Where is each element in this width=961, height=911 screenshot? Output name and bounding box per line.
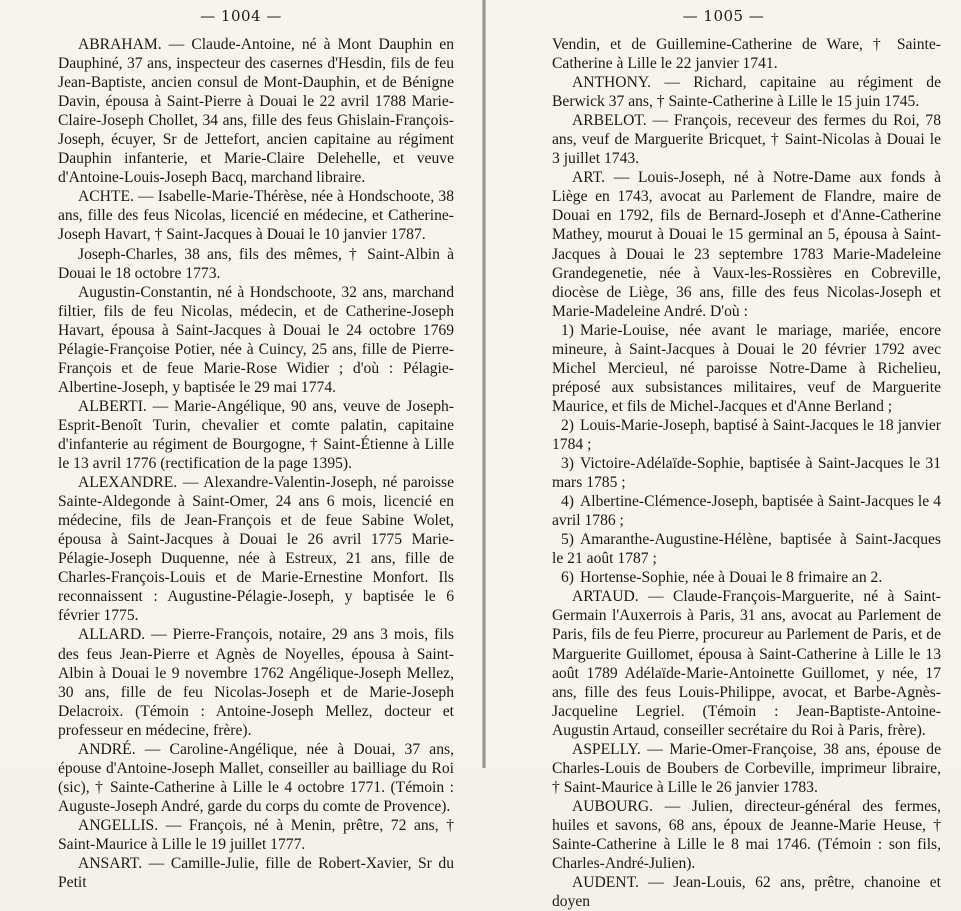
right-page-text <box>486 29 961 911</box>
page-number-left: — 1004 — <box>200 7 282 25</box>
child-item: 4) Albertine-Clémence-Joseph, baptisée à Saint-Jacques le 4 avril 1786 ; <box>552 493 941 530</box>
child-item: 3) Victoire-Adélaïde-Sophie, baptisée à Saint-Jacques le 31 mars 1785 ; <box>552 455 941 492</box>
entry-achte-joseph-charles: Joseph-Charles, 38 ans, fils des mêmes, † Saint-Albin à Douai le 18 octobre 1773. <box>58 245 454 282</box>
child-item: 1) Marie-Louise, née avant le mariage, mariée, encore mineure, à Saint-Jacques à Douai le 20 février 1792 avec Michel Mercieul, né paroisse Notre-Dame à Richelieu, préposé aux subsistances militaires, veuf de Marguerite Maurice, et fils de Michel-Jacques et d'Anne Berland ; <box>552 321 941 415</box>
entry-art: ART. — Louis-Joseph, né à Notre-Dame aux fonds à Liège en 1743, avocat au Parlement de Flandre, maire de Douai en 1792, fils de Bernard-Joseph et d'Anne-Catherine Mathey, mourut à Douai le 15 germinal an 5, épousa à Saint-Jacques à Douai le 23 septembre 1783 Marie-Madeleine Grandegenetie, née à Vaux-les-Rossières en Cobreville, diocèse de Liège, 36 ans, fille des feus Nicolas-Joseph et Marie-Madeleine André. D'où : <box>552 169 941 320</box>
entry-alexandre: ALEXANDRE. — Alexandre-Valentin-Joseph, né paroisse Sainte-Aldegonde à Saint-Omer, 24 ans 6 mois, licencié en médecine, fils de Jean-François et de feue Sabine Wolet, épousa à Saint-Jacques à Douai le 26 avril 1775 Marie-Pélagie-Joseph Duquenne, née à Estreux, 21 ans, fille de Charles-François-Louis et de Marie-Ernestine Monfort. Ils reconnaissent : Augustine-Pélagie-Joseph, y baptisée le 6 février 1775. <box>58 474 454 625</box>
entry-achte: ACHTE. — Isabelle-Marie-Thérèse, née à Hondschoote, 38 ans, fille des feus Nicolas, licencié en médecine, et Catherine-Joseph Havart, † Saint-Jacques à Douai le 10 janvier 1787. <box>58 188 454 244</box>
entry-angellis: ANGELLIS. — François, né à Menin, prêtre, 72 ans, † Saint-Maurice à Lille le 19 juillet 1777. <box>58 816 454 853</box>
entry-abraham: ABRAHAM. — Claude-Antoine, né à Mont Dauphin en Dauphiné, 37 ans, inspecteur des casernes d'Hesdin, fils de feu Jean-Baptiste, ancien consul de Mont-Dauphin, et de Bénigne Davin, épousa à Saint-Pierre à Douai le 22 avril 1788 Marie-Claire-Joseph Chollet, 34 ans, fille des feus Ghislain-François-Joseph, écuyer, Sr de Jettefort, ancien capitaine au régiment Dauphin infanterie, et Marie-Claire Delehelle, et veuve d'Antoine-Louis-Joseph Bacq, marchand libraire. <box>58 36 454 187</box>
child-item: 5) Amaranthe-Augustine-Hélène, baptisée à Saint-Jacques le 21 août 1787 ; <box>552 531 941 568</box>
left-page <box>0 0 482 892</box>
entry-artaud: ARTAUD. — Claude-François-Marguerite, né à Saint-Germain l'Auxerrois à Paris, 31 ans, avocat au Parlement de Paris, fils de feu Pierre, procureur au Parlement de Paris, et de Marguerite Guillomet, épousa à Saint-Catherine à Lille le 13 août 1789 Adélaïde-Marie-Antoinette Guillomet, y née, 17 ans, fille des feus Louis-Philippe, avocat, et Barbe-Agnès-Jacqueline Legriel. (Témoin : Jean-Baptiste-Antoine-Augustin Artaud, conseiller secrétaire du Roi à Paris, frère). <box>552 588 941 739</box>
entry-anthony: ANTHONY. — Richard, capitaine au régiment de Berwick 37 ans, † Sainte-Catherine à Lille le 15 juin 1745. <box>552 74 941 111</box>
left-page-text <box>0 29 482 892</box>
entry-audent: AUDENT. — Jean-Louis, 62 ans, prêtre, chanoine et doyen <box>552 874 941 911</box>
entry-achte-augustin: Augustin-Constantin, né à Hondschoote, 32 ans, marchand filtier, fils de feu Nicolas, médecin, et de Catherine-Joseph Havart, épousa à Saint-Jacques à Douai le 24 octobre 1769 Pélagie-Françoise Potier, née à Cuincy, 25 ans, fille de Pierre-François et de feue Marie-Rose Widier ; d'où : Pélagie-Albertine-Joseph, y baptisée le 29 mai 1774. <box>58 283 454 396</box>
entry-aubourg: AUBOURG. — Julien, directeur-général des fermes, huiles et savons, 68 ans, époux de Jeanne-Marie Heuse, † Sainte-Catherine à Lille le 8 mai 1746. (Témoin : son fils, Charles-André-Julien). <box>552 797 941 873</box>
entry-arbelot: ARBELOT. — François, receveur des fermes du Roi, 78 ans, veuf de Marguerite Bricquet, † Saint-Nicolas à Douai le 3 juillet 1743. <box>552 112 941 168</box>
entry-allard: ALLARD. — Pierre-François, notaire, 29 ans 3 mois, fils des feus Jean-Pierre et Agnès de Noyelles, épousa à Saint-Albin à Douai le 9 novembre 1762 Angélique-Joseph Mellez, 30 ans, fille de feu Nicolas-Joseph et de Marie-Joseph Delacroix. (Témoin : Antoine-Joseph Mellez, docteur et professeur en médecine, frère). <box>58 626 454 739</box>
child-item: 2) Louis-Marie-Joseph, baptisé à Saint-Jacques le 18 janvier 1784 ; <box>552 416 941 453</box>
entry-andre: ANDRÉ. — Caroline-Angélique, née à Douai, 37 ans, épouse d'Antoine-Joseph Mallet, conseiller au bailliage du Roi (sic), † Sainte-Catherine à Lille le 4 octobre 1771. (Témoin : Auguste-Joseph André, garde du corps du comte de Provence). <box>58 740 454 815</box>
entry-ansart-continuation: Vendin, et de Guillemine-Catherine de Ware, † Sainte-Catherine à Lille le 22 janvier 1741. <box>552 36 941 73</box>
entry-ansart: ANSART. — Camille-Julie, fille de Robert-Xavier, Sr du Petit <box>58 855 454 892</box>
entry-alberti: ALBERTI. — Marie-Angélique, 90 ans, veuve de Joseph-Esprit-Benoît Turin, chevalier et comte palatin, capitaine d'infanterie au régiment de Bourgogne, † Saint-Étienne à Lille le 13 avril 1776 (rectification de la page 1395). <box>58 397 454 473</box>
entry-aspelly: ASPELLY. — Marie-Omer-Françoise, 38 ans, épouse de Charles-Louis de Boubers de Corbeville, imprimeur libraire, † Saint-Maurice à Lille le 26 janvier 1783. <box>552 740 941 796</box>
right-page <box>486 0 961 911</box>
child-item: 6) Hortense-Sophie, née à Douai le 8 frimaire an 2. <box>561 569 883 587</box>
page-number-right: — 1005 — <box>682 7 765 25</box>
